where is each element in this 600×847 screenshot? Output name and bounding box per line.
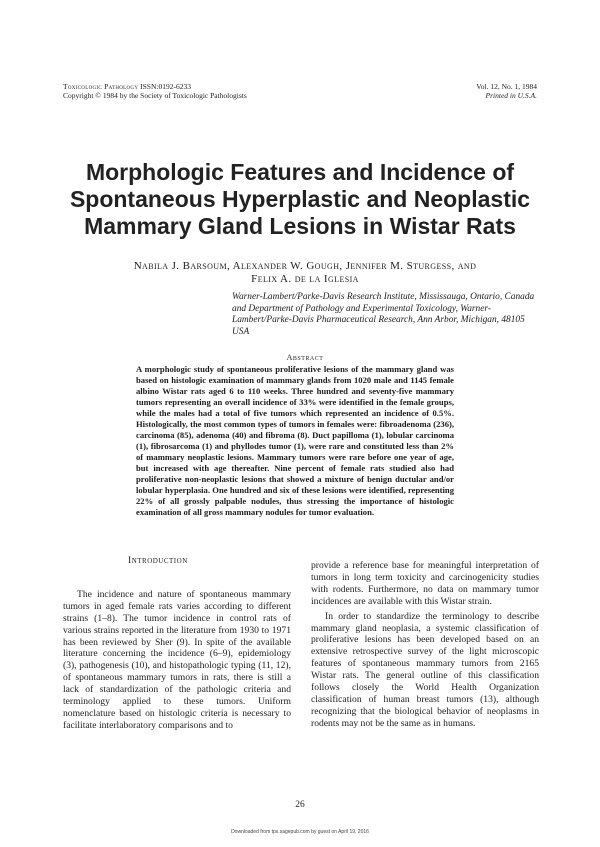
- running-header-left: [63, 82, 247, 100]
- volume-info: Vol. 12, No. 1, 1984: [476, 82, 537, 91]
- title-line-3: Mammary Gland Lesions in Wistar Rats: [84, 213, 516, 239]
- body-column-right: [311, 560, 539, 730]
- download-footer: Downloaded from tpx.sagepub.com by guest on April 19, 2016: [231, 829, 369, 835]
- article-title: [40, 159, 560, 240]
- copyright-line: Copyright © 1984 by the Society of Toxicologic Pathologists: [63, 91, 247, 100]
- printed-in: Printed in U.S.A.: [485, 91, 537, 100]
- title-line-1: Morphologic Features and Incidence of: [85, 159, 515, 185]
- intro-paragraph-continued: provide a reference base for meaningful interpretation of tumors in long term toxicity and carcinogenicity studies with rodents. Furthermore, no data on mammary tumor incidences are available with this Wistar strain.: [311, 560, 539, 607]
- authors-line-1: Nabila J. Barsoum, Alexander W. Gough, Jennifer M. Sturgess, and: [133, 260, 477, 272]
- body-column-left: [63, 555, 291, 732]
- page-number: 26: [295, 800, 305, 810]
- intro-paragraph-2: In order to standardize the terminology to describe mammary gland neoplasia, a systemic classification of proliferative lesions has been developed based on an extensive retrospective survey of the light microscopic features of spontaneous mammary tumors from 2165 Wistar rats. The general outline of this classification follows closely the World Health Organization classification of human breast tumors (13), although recognizing that the biological behavior of neoplasms in rodents may not be the same as in humans.: [311, 610, 539, 729]
- journal-name: Toxicologic Pathology: [63, 82, 139, 91]
- abstract-text: A morphologic study of spontaneous proliferative lesions of the mammary gland was based on histologic examination of mammary glands from 1020 male and 1145 female albino Wistar rats aged 6 to 110 weeks. Three hundred and seventy-five mammary tumors representing an overall incidence of 33% were identified in the female groups, while the males had a total of five tumors which represented an incidence of 0.5%. Histologically, the most common types of tumors in females were: fibroadenoma (236), carcinoma (85), adenoma (40) and fibroma (8). Duct papilloma (1), lobular carcinoma (1), fibrosarcoma (1) and phyllodes tumor (1), were rare and constituted less than 2% of mammary neoplastic lesions. Mammary tumors were rare before one year of age, but increased with age thereafter. Nine percent of female rats studied also had proliferative non-neoplastic lesions that showed a mixture of benign ductular and/or lobular hyperplasia. One hundred and six of these lesions were identified, representing 22% of all grossly palpable nodules, thus stressing the importance of histologic examination of all gross mammary nodules for tumor evaluation.: [136, 364, 454, 517]
- running-header-right: [476, 82, 537, 100]
- section-heading-introduction: Introduction: [128, 555, 188, 566]
- issn: ISSN:0192-6233: [140, 82, 191, 91]
- authors-line-2: Felix A. de la Iglesia: [251, 273, 359, 285]
- intro-paragraph-1: The incidence and nature of spontaneous mammary tumors in aged female rats varies according to different strains (1–8). The tumor incidence in control rats of various strains reported in the literature from 1930 to 1971 has been reviewed by Sher (9). In spite of the available literature concerning the incidence (6–9), epidemiology (3), pathogenesis (10), and histopathologic typing (11, 12), of spontaneous mammary tumors in rats, there is still a lack of standardization of the pathologic criteria and terminology applied to these tumors. Uniform nomenclature based on histologic criteria is necessary to facilitate interlaboratory comparisons and to: [63, 588, 291, 731]
- author-list: [60, 260, 550, 286]
- abstract-heading: Abstract: [286, 353, 324, 362]
- affiliation: Warner-Lambert/Parke-Davis Research Institute, Mississauga, Ontario, Canada and Department of Pathology and Experimental Toxicology, Warner-Lambert/Parke-Davis Pharmaceutical Research, Ann Arbor, Michigan, 48105 USA: [232, 292, 535, 337]
- title-line-2: Spontaneous Hyperplastic and Neoplastic: [69, 186, 531, 212]
